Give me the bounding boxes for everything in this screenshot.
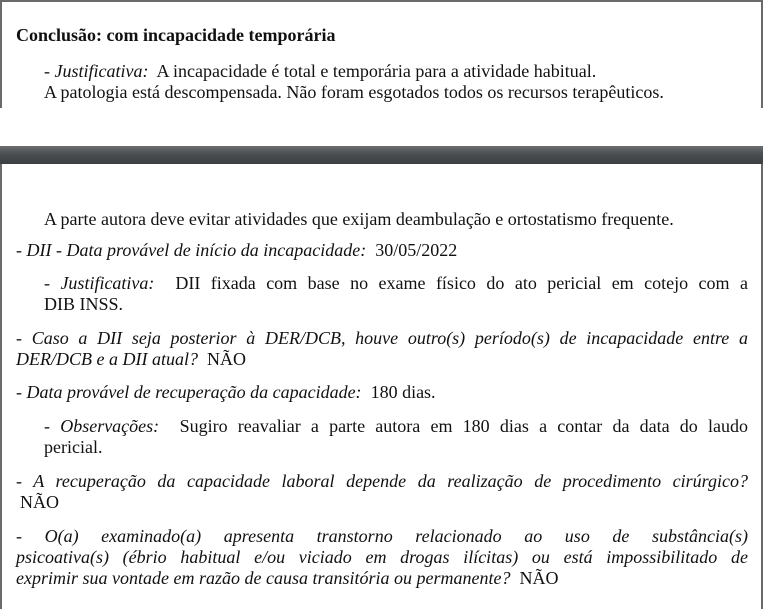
conclusion-section <box>0 0 763 108</box>
observations-label: - Observações: <box>44 416 160 436</box>
substance-question-line3: exprimir sua vontade em razão de causa transitória ou permanente? NÃO <box>16 568 559 588</box>
surgery-answer: NÃO <box>20 492 59 512</box>
substance-answer: NÃO <box>519 568 559 588</box>
recovery-date-field <box>16 381 436 403</box>
dii-label: - DII - Data provável de início da incapacidade: <box>16 240 367 260</box>
der-question-line2: DER/DCB e a DII atual? NÃO <box>16 349 246 369</box>
dii-justification-line2: DIB INSS. <box>44 294 124 314</box>
observations-line2: pericial. <box>44 437 103 457</box>
der-question-line1: - Caso a DII seja posterior à DER/DCB, houve outro(s) período(s) de incapacidade entre a <box>16 328 748 348</box>
dii-justification-label: - Justificativa: <box>44 273 155 293</box>
conclusion-title: Conclusão: com incapacidade temporária <box>16 25 336 45</box>
dii-justification-text: DII fixada com base no exame físico do ato pericial em cotejo com a <box>175 273 748 293</box>
page-separator <box>0 146 763 164</box>
recovery-label: - Data provável de recuperação da capacidade: <box>16 382 362 402</box>
surgery-question: - A recuperação da capacidade laboral depende da realização de procedimento cirúrgico? <box>16 471 748 491</box>
der-answer: NÃO <box>206 349 246 369</box>
dii-value: 30/05/2022 <box>375 240 458 260</box>
justification-continuation: A patologia está descompensada. Não foram esgotados todos os recursos terapêuticos. <box>44 82 664 102</box>
justification-label: - Justificativa: <box>44 61 149 81</box>
observations-line1 <box>44 415 748 437</box>
dii-field <box>16 239 457 261</box>
justification-text: A incapacidade é total e temporária para a atividade habitual. <box>156 61 597 81</box>
dii-justification-line1 <box>44 272 748 294</box>
report-section <box>0 164 763 609</box>
intro-paragraph: A parte autora deve evitar atividades que exijam deambulação e ortostatismo frequente. <box>44 209 674 229</box>
substance-question-line2: psicoativa(s) (ébrio habitual e/ou viciado em drogas ilícitas) ou está impossibilitado de <box>16 547 748 567</box>
substance-question-line1: - O(a) examinado(a) apresenta transtorno relacionado ao uso de substância(s) <box>16 526 748 546</box>
conclusion-justification <box>44 60 596 82</box>
recovery-value: 180 dias. <box>370 382 436 402</box>
observations-text: Sugiro reavaliar a parte autora em 180 dias a contar da data do laudo <box>179 416 749 436</box>
